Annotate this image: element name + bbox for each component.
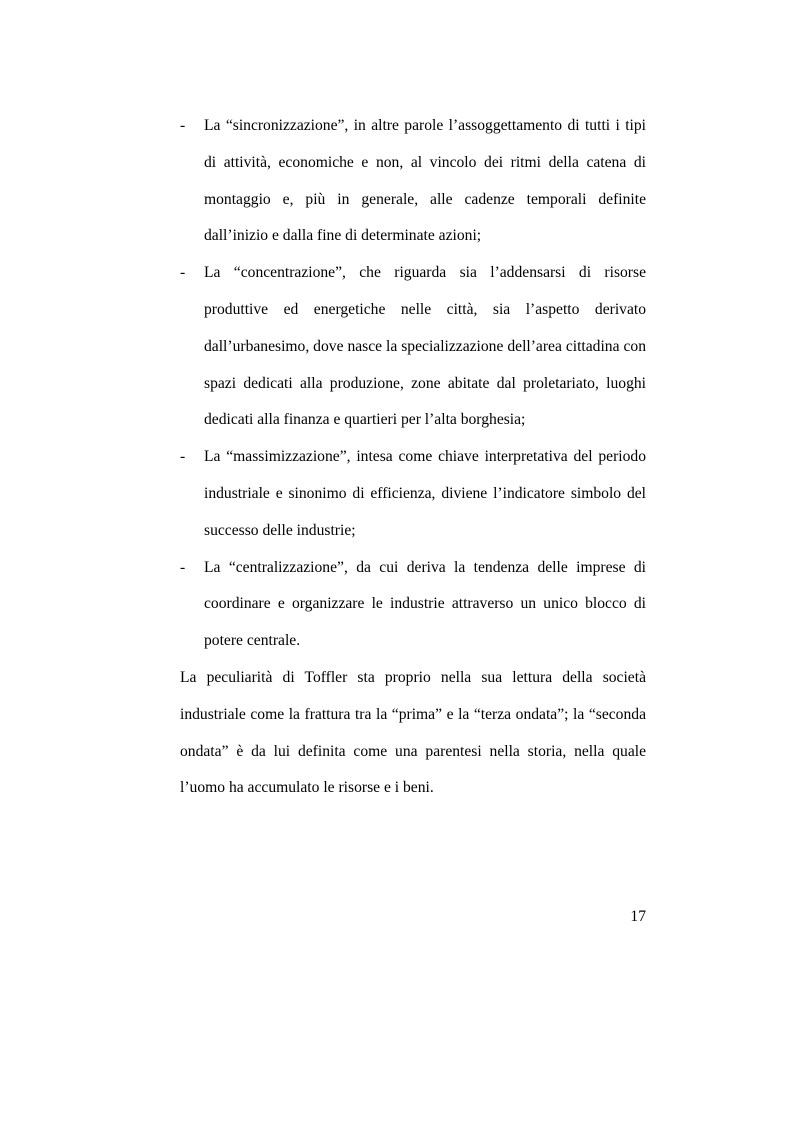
bullet-dash: -: [180, 448, 186, 466]
bullet-item-concentrazione: [180, 255, 646, 439]
bullet-dash: -: [180, 117, 186, 134]
body-paragraph: La peculiarità di Toffler sta proprio nella sua lettura della società industriale come la frattura tra la “prima” e la “terza ondata”; la “seconda ondata” è da lui definita come una parentesi nella storia, nella quale l’uomo ha accumulato le risorse e i beni.: [180, 668, 646, 797]
bullet-list: [180, 108, 646, 660]
bullet-dash: -: [180, 264, 186, 282]
page-body: [180, 108, 646, 807]
bullet-item-massimizzazione: [180, 439, 646, 549]
page-number: 17: [630, 908, 646, 925]
bullet-item-centralizzazione: [180, 550, 646, 660]
bullet-text: La “centralizzazione”, da cui deriva la tendenza delle imprese di coordinare e organizzare le industrie attraverso un unico blocco di potere centrale.: [204, 558, 646, 650]
bullet-item-sincronizzazione: [180, 108, 646, 255]
bullet-text: La “sincronizzazione”, in altre parole l’assoggettamento di tutti i tipi di attività, economiche e non, al vincolo dei ritmi della catena di montaggio e, più in generale, alle cadenze temporali definite dall’inizio e dalla fine di determinate azioni;: [204, 117, 646, 245]
bullet-dash: -: [180, 558, 186, 576]
bullet-text: La “concentrazione”, che riguarda sia l’addensarsi di risorse produttive ed energetiche nelle città, sia l’aspetto derivato dall’urbanesimo, dove nasce la specializzazione dell’area cittadina con spazi dedicati alla produzione, zone abitate dal proletariato, luoghi dedicati alla finanza e quartieri per l’alta borghesia;: [204, 264, 646, 429]
bullet-text: La “massimizzazione”, intesa come chiave interpretativa del periodo industriale e sinonimo di efficienza, diviene l’indicatore simbolo del successo delle industrie;: [204, 448, 646, 539]
